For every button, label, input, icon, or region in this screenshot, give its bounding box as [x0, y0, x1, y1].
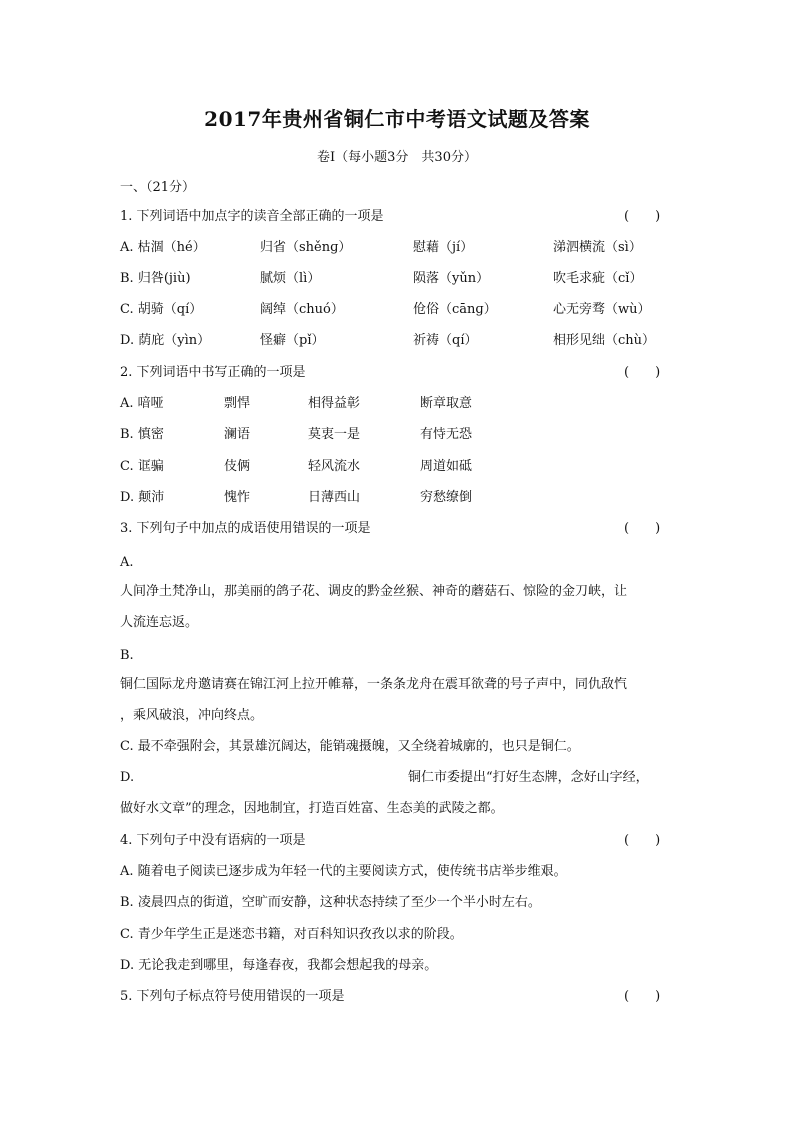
q3-option-a-label: A. — [120, 555, 134, 570]
q3-option-b-label: B. — [120, 648, 134, 663]
q2-c-3: 轻风流水 — [308, 459, 361, 474]
q2-b-1: B. 慎密 — [120, 427, 164, 442]
q4-option-a: A. 随着电子阅读已逐步成为年轻一代的主要阅读方式，使传统书店举步维艰。 — [120, 864, 567, 879]
q3-stem: 3. 下列句子中加点的成语使用错误的一项是 — [120, 521, 371, 536]
q1-answer-paren: ( ) — [624, 209, 661, 224]
q1-c-1: C. 胡骑（qí） — [120, 302, 203, 317]
q2-b-2: 澜语 — [224, 427, 251, 442]
q3-option-d-label: D. — [120, 770, 135, 785]
q3-option-a-line1: 人间净土梵净山，那美丽的鸽子花、调皮的黔金丝猴、神奇的蘑菇石、惊险的金刀峡，让 — [120, 584, 628, 599]
q3-option-b-line1: 铜仁国际龙舟邀请赛在锦江河上拉开帷幕，一条条龙舟在震耳欲聋的号子声中，同仇敌忾 — [120, 677, 628, 692]
q2-a-2: 剽悍 — [224, 396, 251, 411]
q1-a-3: 慰藉（jí） — [413, 240, 474, 255]
q3-option-b-line2: ，乘风破浪，冲向终点。 — [120, 708, 264, 723]
q2-d-4: 穷愁缭倒 — [420, 490, 473, 505]
q1-b-1: B. 归咎(jiù) — [120, 271, 191, 286]
q3-option-c: C. 最不牵强附会，其景雄沉阔达，能销魂摄魄，又全绕着城廓的，也只是铜仁。 — [120, 739, 580, 754]
q2-a-3: 相得益彰 — [308, 396, 361, 411]
q3-option-d-line2: 做好水文章”的理念，因地制宜，打造百姓富、生态美的武陵之都。 — [120, 801, 504, 816]
q1-c-3: 伧俗（cānɡ） — [413, 302, 497, 317]
q3-option-a-line2: 人流连忘返。 — [120, 615, 199, 630]
q5-answer-paren: ( ) — [624, 989, 661, 1004]
q4-option-c: C. 青少年学生正是迷恋书籍，对百科知识孜孜以求的阶段。 — [120, 927, 463, 942]
q1-c-2: 阔绰（chuó） — [260, 302, 344, 317]
q3-answer-paren: ( ) — [624, 521, 661, 536]
section-heading: 一、（21分） — [120, 180, 196, 195]
q1-d-1: D. 荫庇（yìn） — [120, 333, 211, 348]
q2-d-2: 愧怍 — [224, 490, 251, 505]
q1-d-3: 祈祷（qí） — [413, 333, 478, 348]
q2-stem: 2. 下列词语中书写正确的一项是 — [120, 365, 306, 380]
q1-d-2: 怪癖（pǐ） — [260, 333, 325, 348]
page-title: 2017年贵州省铜仁市中考语文试题及答案 — [204, 107, 590, 131]
q1-b-3: 陨落（yǔn） — [413, 271, 490, 286]
q2-a-4: 断章取意 — [420, 396, 473, 411]
q2-answer-paren: ( ) — [624, 365, 661, 380]
q2-c-1: C. 诓骗 — [120, 459, 164, 474]
q1-c-4: 心无旁骛（wù） — [553, 302, 651, 317]
q3-option-d-line1: 铜仁市委提出“打好生态牌，念好山字经， — [408, 770, 649, 785]
section-subtitle: 卷Ⅰ（每小题3分 共30分） — [317, 150, 477, 165]
q2-d-1: D. 颠沛 — [120, 490, 165, 505]
q2-c-4: 周道如砥 — [420, 459, 473, 474]
q2-b-3: 莫衷一是 — [308, 427, 361, 442]
q1-d-4: 相形见绌（chù） — [553, 333, 656, 348]
q2-d-3: 日薄西山 — [308, 490, 361, 505]
q1-b-4: 吹毛求疵（cǐ） — [553, 271, 643, 286]
q5-stem: 5. 下列句子标点符号使用错误的一项是 — [120, 989, 345, 1004]
q4-answer-paren: ( ) — [624, 833, 661, 848]
q1-a-4: 涕泗横流（sì） — [553, 240, 642, 255]
q1-a-1: A. 枯涸（hé） — [120, 240, 206, 255]
q2-b-4: 有恃无恐 — [420, 427, 473, 442]
q1-b-2: 腻烦（lì） — [260, 271, 321, 286]
q1-stem: 1. 下列词语中加点字的读音全部正确的一项是 — [120, 209, 384, 224]
q4-option-b: B. 凌晨四点的街道，空旷而安静，这种状态持续了至少一个半小时左右。 — [120, 895, 541, 910]
q4-option-d: D. 无论我走到哪里，每逢春夜，我都会想起我的母亲。 — [120, 958, 438, 973]
q1-a-2: 归省（shěnɡ） — [260, 240, 352, 255]
q2-c-2: 伎俩 — [224, 459, 251, 474]
q4-stem: 4. 下列句子中没有语病的一项是 — [120, 833, 306, 848]
q2-a-1: A. 喑哑 — [120, 396, 164, 411]
